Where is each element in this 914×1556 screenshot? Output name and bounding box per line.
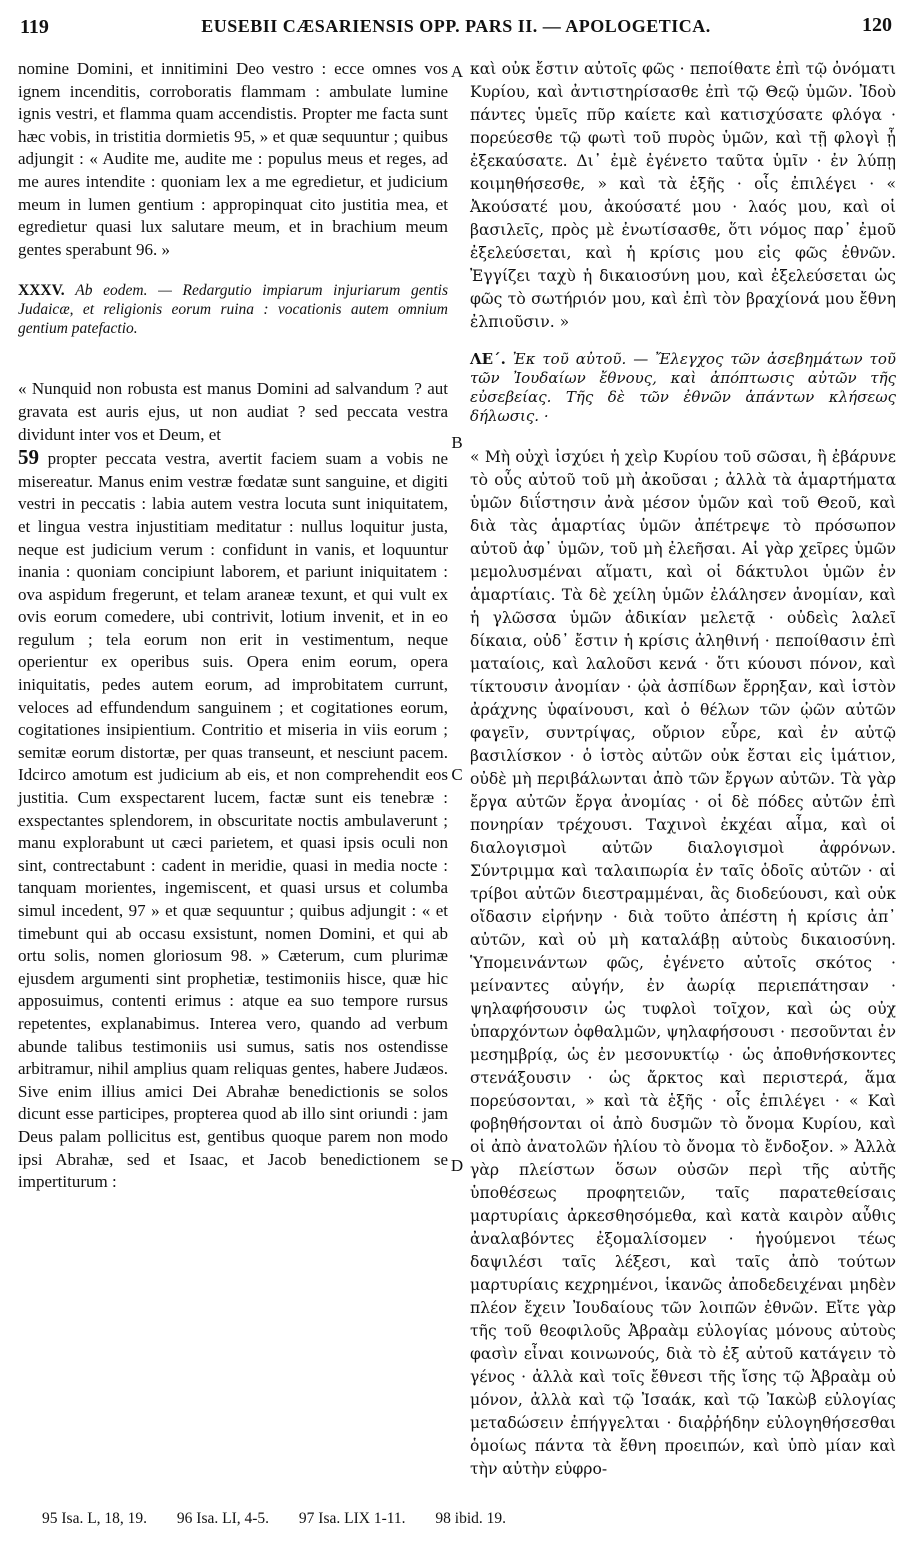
latin-section-from: Ab eodem. <box>75 282 148 300</box>
greek-section-number: ΛΕ΄. <box>470 350 506 368</box>
page-number-right: 120 <box>862 14 892 36</box>
greek-column <box>470 58 896 1481</box>
latin-section-heading <box>18 281 448 338</box>
page-marker: 59 <box>18 445 39 470</box>
latin-section-number: XXXV. <box>18 282 65 300</box>
greek-paragraph-1: καὶ οὐκ ἔστιν αὐτοῖς φῶς · πεποίθατε ἐπὶ τῷ ὀνόματι Κυρίου, καὶ ἀντιστηρίσασθε ἐπὶ τῷ Θεῷ ὑμῶν. Ἰδοὺ πάντες ὑμεῖς πῦρ καίετε καὶ κατισχύσατε φλόγα · πορεύεσθε τῷ φωτὶ τοῦ πυρὸς ὑμῶν, καὶ τῇ φλογὶ ᾗ ἐξεκαύσατε. Δι᾿ ἐμὲ ἐγένετο ταῦτα ὑμῖν · ἐν λύπῃ κοιμηθήσεσθε, » καὶ τὰ ἑξῆς · οἷς ἐπιλέγει · « Ἀκούσατέ μου, ἀκούσατέ μου · λαός μου, καὶ οἱ βασιλεῖς, πρὸς μὲ ἐνωτίσασθε, ὅτι νόμος παρ᾿ ἐμοῦ ἐξελεύσεται, καὶ ἡ κρίσις μου εἰς φῶς ἐθνῶν. Ἐγγίζει ταχὺ ἡ δικαιοσύνη μου, καὶ ἐξελεύσεται ὡς φῶς τὸ σωτήριόν μου, καὶ ἐπὶ τὸν βραχίονά μου ἔθνη ἐλπιοῦσιν. » <box>470 60 896 331</box>
running-title: EUSEBII CÆSARIENSIS OPP. PARS II. — APOLOGETICA. <box>201 16 711 36</box>
latin-column <box>18 58 448 1194</box>
footnotes <box>42 1510 892 1528</box>
margin-letter-d: D <box>450 1156 464 1175</box>
latin-paragraph-2-rest: propter peccata vestra, avertit faciem suam a vobis ne misereatur. Manus enim vestræ fœdatæ sunt sanguine, et digiti vestri in peccatis : labia autem vestra locuta sunt iniquitatem, et lingua vestra injustitiam meditatur : nullus loquitur justa, neque est judicium verum : confidunt in vanis, et loquuntur inania : quoniam concipiunt laborem, et pariunt iniquitatem : ova aspidum fregerunt, et telam araneæ texunt, et qui vult ex ovis eorum comedere, ubi contrivit, lotium invenit, et in eo regulum ; tela eorum non erit in vestimentum, neque operientur ex operibus suis. Opera enim eorum, opera iniquitatis, pedes autem eorum, ad improbitatem currunt, veloces ad effundendum sanguinem ; et cogitationes eorum, cogitationes insipientium. Contritio et miseria in viis eorum ; semitæ eorum distortæ, per quas transeunt, et nesciunt pacem. Idcirco amotum est judicium ab eis, et non comprehendit eos justitia. Cum exspectarent lucem, factæ sunt eis tenebræ : exspectantes splendorem, in obscuritate noctis ambulaverunt ; manu explorabunt ut cæci parietem, et quasi ipsis oculi non sint, contrectabunt : cadent in meridie, quasi in media nocte : tanquam morientes, ingemiscent, et quasi ursus et columba simul incedent, 97 » et quæ sequuntur ; quibus adjungit : « et timebunt qui ab occasu exsistunt, nomen Domini, et qui ab ortu solis, nomen gloriosum 98. » Cæterum, cum plurimæ ejusdem argumenti sint prophetiæ, testimoniis hisce, quæ hic apposuimus, contenti erimus : atque ea suo tempore rursus repetentes, explanabimus. Interea vero, quando ad verbum abunde talibus testimoniis usi sumus, satis nos ostendisse arbitramur, nihil amplius quam reliquas gentes, habere Judæos. Sive enim illius amici Dei Abrahæ benedictionis se solos dicunt esse participes, propterea quod ab illo sint oriundi : jam Deus palam pollicitus est, gentibus quoque parem non modo ipsi Abrahæ, sed et Isaac, et Jacob benedictionem se impertiturum : <box>18 449 448 1192</box>
latin-paragraph-2 <box>18 378 448 1193</box>
greek-section-title: Ἐκ τοῦ αὐτοῦ. — Ἔλεγχος τῶν ἀσεβημάτων τοῦ τῶν Ἰουδαίων ἔθνους, καὶ ἀπόπτωσις αὐτῶν τῆς εὐσεβείας. Τῆς δὲ τῶν ἐθνῶν ἁπάντων κλήσεως δήλωσις. · <box>470 350 896 425</box>
footnote-97: 97 Isa. LIX 1-11. <box>298 1510 406 1527</box>
margin-letter-c: C <box>451 765 463 784</box>
page-number-left: 119 <box>20 16 49 38</box>
greek-paragraph-2: « Μὴ οὐχὶ ἰσχύει ἡ χεὶρ Κυρίου τοῦ σῶσαι, ἢ ἐβάρυνε τὸ οὖς αὐτοῦ τοῦ μὴ ἀκοῦσαι ; ἀλλὰ τὰ ἁμαρτήματα ὑμῶν διΐστησιν ἀνὰ μέσον ὑμῶν καὶ τοῦ Θεοῦ, καὶ διὰ τὰς ἁμαρτίας ὑμῶν ἀπέτρεψε τὸ πρόσωπον αὐτοῦ ἀφ᾿ ὑμῶν, τοῦ μὴ ἐλεῆσαι. Αἱ γὰρ χεῖρες ὑμῶν μεμολυσμέναι αἵματι, καὶ οἱ δάκτυλοι ὑμῶν ἐν ἁμαρτίαις. Τὰ δὲ χείλη ὑμῶν ἐλάλησεν ἀνομίαν, καὶ ἡ γλῶσσα ὑμῶν ἀδικίαν μελετᾷ · οὐδεὶς λαλεῖ δίκαια, οὐδ᾿ ἔστιν ἡ κρίσις ἀληθινή · πεποίθασιν ἐπὶ ματαίοις, καὶ λαλοῦσι κενά · ὅτι κύουσι πόνον, καὶ τίκτουσιν ἀνομίαν · ᾠὰ ἀσπίδων ἔρρηξαν, καὶ ἱστὸν ἀράχνης ὑφαίνουσι, καὶ ὁ θέλων τῶν ᾠῶν αὐτῶν φαγεῖν, συντρίψας, οὔριον εὗρε, καὶ ἐν αὐτῷ βασιλίσκον · ὁ ἱστὸς αὐτῶν οὐκ ἔσται εἰς ἱμάτιον, οὐδὲ μὴ περιβάλωνται ἀπὸ τῶν ἔργων αὐτῶν. Τὰ γὰρ ἔργα αὐτῶν ἔργα ἀνομίας · οἱ δὲ πόδες αὐτῶν ἐπὶ πονηρίαν τρέχουσι. Ταχινοὶ ἐκχέαι αἷμα, καὶ οἱ διαλογισμοὶ αὐτῶν διαλογισμοὶ ἀφρόνων. Σύντριμμα καὶ ταλαιπωρία ἐν ταῖς ὁδοῖς αὐτῶν · αἱ τρίβοι αὐτῶν διεστραμμέναι, ἃς διοδεύουσι, καὶ οὐκ οἴδασιν εἰρήνην · διὰ τοῦτο ἀπέστη ἡ κρίσις ἀπ᾿ αὐτῶν, καὶ οὐ μὴ καταλάβῃ αὐτοὺς δικαιοσύνη. Ὑπομεινάντων φῶς, ἐγένετο αὐτοῖς σκότος · μείναντες αὐγήν, ἐν ἀωρίᾳ περιεπάτησαν · ψηλαφήσουσιν ὡς τυφλοὶ τοῖχον, καὶ ὡς οὐχ ὑπαρχόντων ὀφθαλμῶν, ψηλαφήσουσι · πεσοῦνται ἐν μεσημβρίᾳ, ὡς ἐν μεσονυκτίῳ · ὡς ἀποθνήσκοντες στενάξουσιν · ὡς ἄρκτος καὶ περιστερά, ἅμα πορεύσονται, » καὶ τὰ ἑξῆς · οἷς ἐπιλέγει · « Καὶ φοβηθήσονται οἱ ἀπὸ δυσμῶν τὸ ὄνομα Κυρίου, καὶ οἱ ἀπὸ ἀνατολῶν ἡλίου τὸ ὄνομα τὸ ἔνδοξον. » Ἀλλὰ γὰρ πλείστων ὅσων οὐσῶν περὶ τῆς αὐτῆς ὑποθέσεως προφητειῶν, ταῖς παρατεθείσαις μαρτυρίαις ἀρκεσθησόμεθα, καὶ κατὰ καιρὸν αὖθις ἀναλαβόντες ἐξομαλίσομεν · ἡγούμενοι τέως δαψιλέσι ταῖς λέξεσι, καὶ ταῖς ἀπὸ τούτων μαρτυρίαις κεχρημένοι, ἱκανῶς ἀποδεδειχέναι μηδὲν πλέον ἔχειν Ἰουδαίους τῶν λοιπῶν ἐθνῶν. Εἴτε γὰρ τῆς τοῦ θεοφιλοῦς Ἀβραὰμ εὐλογίας μόνους αὐτοὺς φασὶν εἶναι κοινωνούς, διὰ τὸ ἐξ αὐτοῦ κατάγειν τὸ γένος · ἀλλὰ καὶ τοῖς ἔθνεσι τῆς ἴσης τῷ Ἀβραὰμ οὐ μόνον, ἀλλὰ καὶ τῷ Ἰσαάκ, καὶ τῷ Ἰακὼβ εὐλογίας μεταδώσειν ἐπήγγελται · διαῤῥήδην εὐλογηθήσεσθαι ὁμοίως πάντα τὰ ἔθνη προειπών, καὶ ὑπὸ μίαν καὶ τὴν αὐτὴν εὐφρο- <box>470 448 896 1478</box>
margin-letter-b: B <box>451 433 463 452</box>
latin-section-title: — Redargutio impiarum injuriarum gentis Judaicæ, et religionis eorum ruina : vocationis autem omnium gentium patefactio. <box>18 282 448 338</box>
footnote-95: 95 Isa. L, 18, 19. <box>42 1510 148 1527</box>
footnote-96: 96 Isa. LI, 4-5. <box>176 1510 270 1527</box>
latin-paragraph-2-start: « Nunquid non robusta est manus Domini ad salvandum ? aut gravata est auris ejus, ut non audiat ? sed peccata vestra dividunt inter vos et Deum, et <box>18 379 448 444</box>
latin-paragraph-1: nomine Domini, et innitimini Deo vestro : ecce omnes vos ignem incenditis, corroboratis flammam : ambulate lumine ignis vestri, et flamma quam accendistis. Propter me facta sunt hæc vobis, in tristitia dormietis 95, » et quæ sequuntur ; quibus adjungit : « Audite me, audite me : populus meus et reges, ad me aures intendite : quoniam lex a me egredietur, et judicium meum in lumen gentium : appropinquat cito justitia mea, et egredietur quasi lux salutare meum, et in brachium meum gentes sperabunt 96. » <box>18 59 448 259</box>
greek-section-heading <box>470 350 896 426</box>
footnote-98: 98 ibid. 19. <box>435 1510 507 1527</box>
margin-letter-a: A <box>450 62 464 81</box>
page-header <box>20 14 892 44</box>
